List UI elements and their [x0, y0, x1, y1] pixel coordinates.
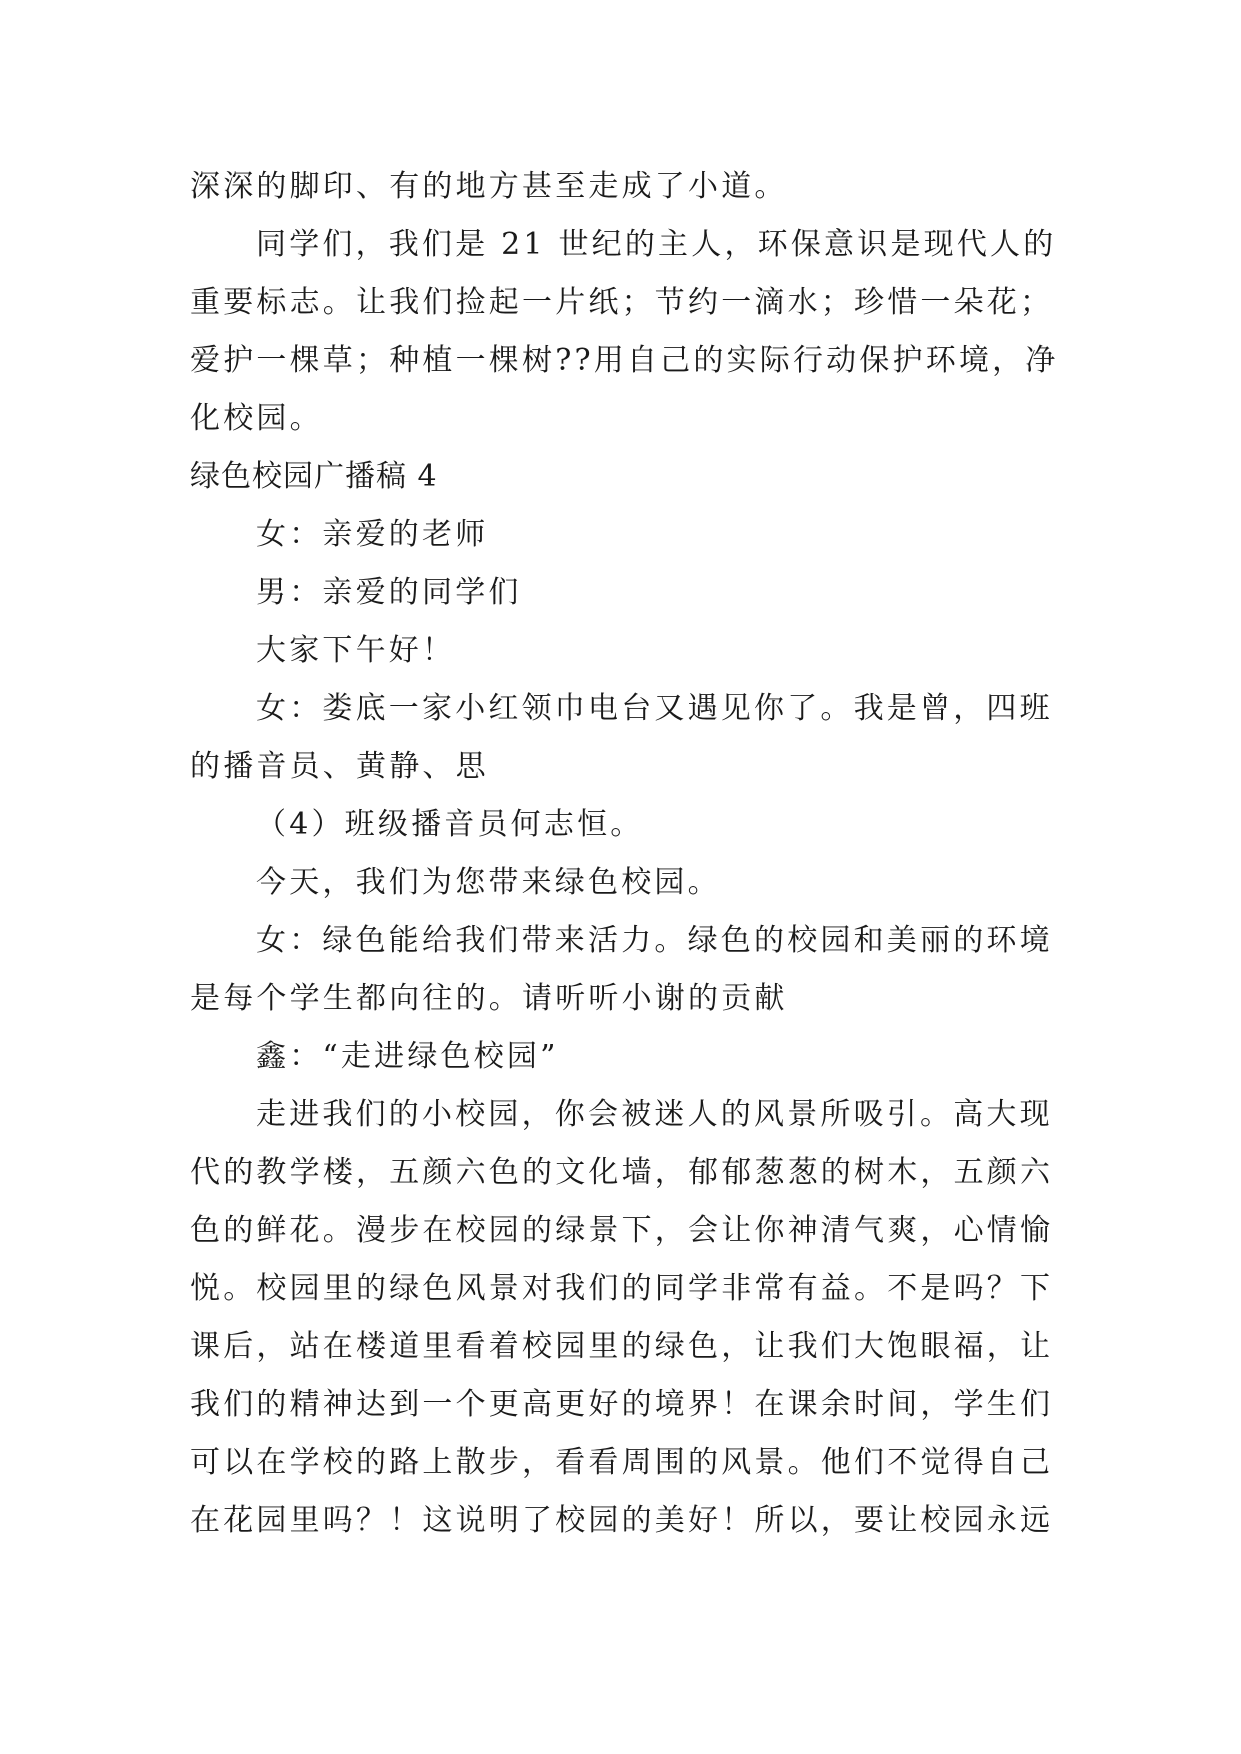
paragraph-line: 同学们，我们是 21 世纪的主人，环保意识是现代人的 — [256, 227, 1057, 262]
paragraph-line: 可以在学校的路上散步，看看周围的风景。他们不觉得自己 — [190, 1445, 1054, 1480]
dialogue-line: 大家下午好！ — [256, 633, 456, 668]
dialogue-line: 鑫：“走进绿色校园” — [256, 1039, 559, 1074]
document-body — [190, 158, 1070, 1550]
paragraph-line: 是每个学生都向往的。请听听小谢的贡献 — [190, 981, 788, 1016]
paragraph-line: 在花园里吗？！这说明了校园的美好！所以，要让校园永远 — [190, 1503, 1054, 1538]
dialogue-line: 女：亲爱的老师 — [256, 517, 489, 552]
dialogue-line: 男：亲爱的同学们 — [256, 575, 522, 610]
paragraph-line: 课后，站在楼道里看着校园里的绿色，让我们大饱眼福，让 — [190, 1329, 1054, 1364]
paragraph-line: 爱护一棵草；种植一棵树??用自己的实际行动保护环境，净 — [190, 343, 1059, 378]
paragraph-line: 我们的精神达到一个更高更好的境界！在课余时间，学生们 — [190, 1387, 1054, 1422]
paragraph-line: 走进我们的小校园，你会被迷人的风景所吸引。高大现 — [256, 1097, 1053, 1132]
paragraph-line: 重要标志。让我们捡起一片纸；节约一滴水；珍惜一朵花； — [190, 285, 1054, 320]
paragraph-line: 化校园。 — [190, 401, 323, 436]
paragraph-line: 悦。校园里的绿色风景对我们的同学非常有益。不是吗？下 — [190, 1271, 1054, 1306]
dialogue-line: 女：娄底一家小红领巾电台又遇见你了。我是曾，四班 — [256, 691, 1053, 726]
paragraph-line: 今天，我们为您带来绿色校园。 — [256, 865, 721, 900]
section-heading: 绿色校园广播稿 4 — [190, 459, 438, 494]
paragraph-line: 深深的脚印、有的地方甚至走成了小道。 — [190, 169, 788, 204]
paragraph-line: 代的教学楼，五颜六色的文化墙，郁郁葱葱的树木，五颜六 — [190, 1155, 1054, 1190]
paragraph-line: 的播音员、黄静、思 — [190, 749, 489, 784]
paragraph-line: （4）班级播音员何志恒。 — [256, 807, 644, 842]
dialogue-line: 女：绿色能给我们带来活力。绿色的校园和美丽的环境 — [256, 923, 1053, 958]
paragraph-line: 色的鲜花。漫步在校园的绿景下，会让你神清气爽，心情愉 — [190, 1213, 1054, 1248]
